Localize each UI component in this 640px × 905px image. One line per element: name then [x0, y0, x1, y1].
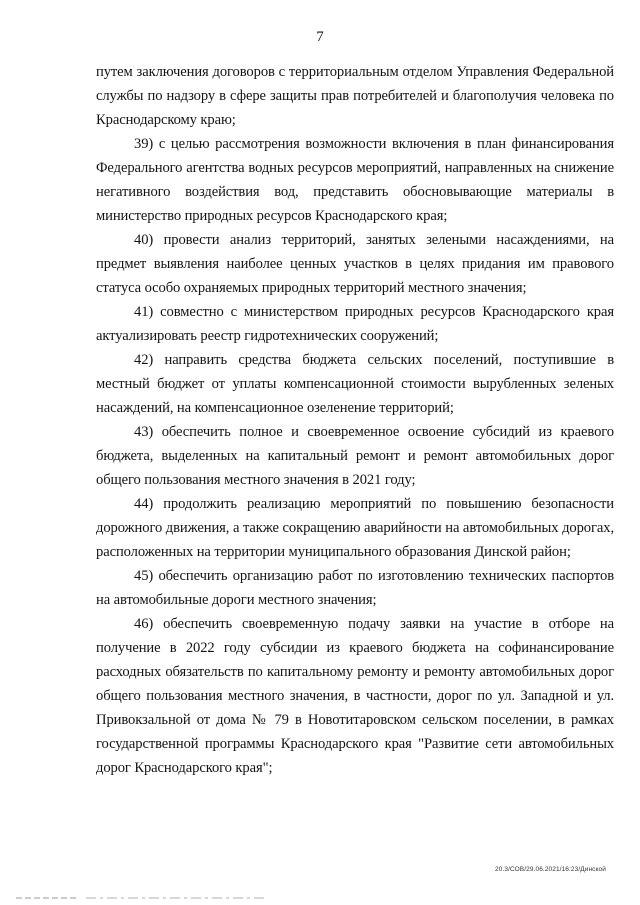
footer-document-code: 20.3/СОВ/29.06.2021/16:23/Динской [495, 866, 606, 873]
paragraph-item-41: 41) совместно с министерством природных ресурсов Краснодарского края актуализировать реестр гидротехнических сооружений; [96, 304, 614, 344]
paragraph-item-39: 39) с целью рассмотрения возможности включения в план финансирования Федерального агентства водных ресурсов мероприятий, направленных на снижение негативного воздействия вод, представить обосновывающие материалы в министерство природных ресурсов Краснодарского края; [96, 136, 614, 224]
paragraph-continuation: путем заключения договоров с территориальным отделом Управления Федеральной службы по надзору в сфере защиты прав потребителей и благополучия человека по Краснодарскому краю; [96, 64, 614, 128]
paragraph-item-43: 43) обеспечить полное и своевременное освоение субсидий из краевого бюджета, выделенных на капитальный ремонт и ремонт автомобильных дорог общего пользования местного значения в 2021 году; [96, 424, 614, 488]
paragraph-item-40: 40) провести анализ территорий, занятых зелеными насаждениями, на предмет выявления наиболее ценных участков в целях придания им правового статуса особо охраняемых природных территорий местного значения; [96, 232, 614, 296]
paragraph-item-42: 42) направить средства бюджета сельских поселений, поступившие в местный бюджет от уплаты компенсационной стоимости вырубленных зеленых насаждений, на компенсационное озеленение территорий; [96, 352, 614, 416]
paragraph-item-46: 46) обеспечить своевременную подачу заявки на участие в отборе на получение в 2022 году субсидии из краевого бюджета на софинансирование расходных обязательств по капитальному ремонту и ремонту автомобильных дорог общего пользования местного значения, в частности, дорог по ул. Западной и ул. Привокзальной от дома № 79 в Новотитаровском сельском поселении, в рамках государственной программы Краснодарского края "Развитие сети автомобильных дорог Краснодарского края"; [96, 616, 614, 776]
paragraph-item-44: 44) продолжить реализацию мероприятий по повышению безопасности дорожного движения, а также сокращению аварийности на автомобильных дорогах, расположенных на территории муниципального образования Динской район; [96, 496, 614, 560]
document-body [96, 60, 614, 780]
page-number: 7 [316, 29, 324, 45]
scan-edge-line [16, 897, 266, 899]
paragraph-item-45: 45) обеспечить организацию работ по изготовлению технических паспортов на автомобильные дороги местного значения; [96, 568, 614, 608]
